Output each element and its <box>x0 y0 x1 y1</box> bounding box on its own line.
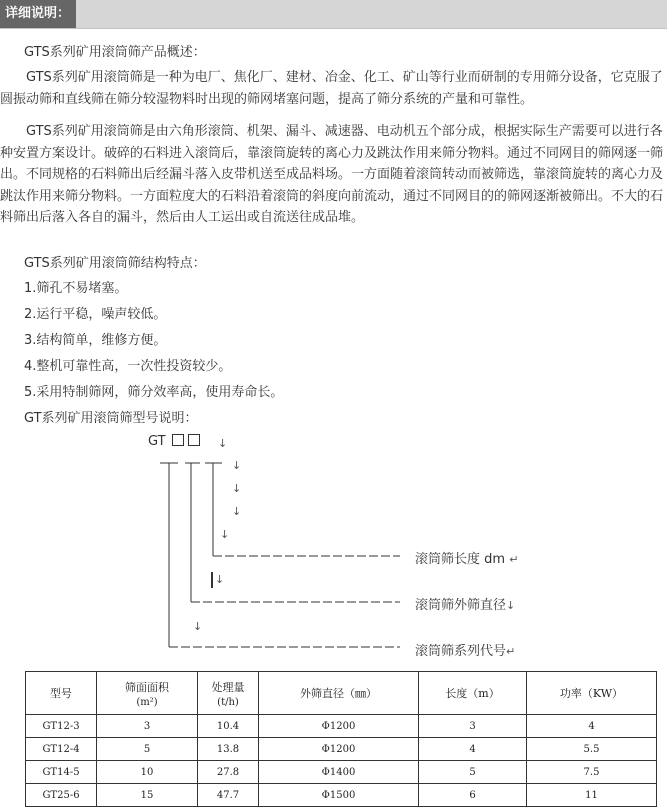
feature-item: 3.结构简单，维修方便。 <box>24 333 167 348</box>
feature-item: 5.采用特制筛网，筛分效率高，使用寿命长。 <box>24 385 284 400</box>
cell-diameter: Φ1200 <box>259 738 419 761</box>
cell-throughput: 47.7 <box>198 784 259 807</box>
cell-power: 4 <box>527 715 657 738</box>
cell-area: 10 <box>97 761 198 784</box>
model-code-prefix: GT <box>148 434 166 449</box>
col-header-model: 型号 <box>26 672 97 715</box>
cell-length: 5 <box>419 761 527 784</box>
overview-paragraph-2: GTS系列矿用滚筒筛是由六角形滚筒、机架、漏斗、减速器、电动机五个部分成，根据实际生产需要可以进行各种安置方案设计。破碎的石料进入滚筒后，靠滚筒旋转的离心力及跳汰作用来筛分物料。通过不同网目的筛网逐一筛出。不同规格的石料筛出后经漏斗落入皮带机送至成品料场。一方面随着滚筒转动而被筛选，靠滚筒旋转的离心力及跳汰作用来筛分物料。一方面粒度大的石料沿着滚筒的斜度向前流动，通过不同网目的的筛网逐渐被筛出。不大的石料筛出后落入各自的漏斗，然后由人工运出或自流送往成品堆。 <box>0 124 664 225</box>
section-header-tab: 详细说明： <box>0 0 76 28</box>
table-row <box>26 738 657 761</box>
cell-area: 5 <box>97 738 198 761</box>
cell-power: 7.5 <box>527 761 657 784</box>
overview-heading: GTS系列矿用滚筒筛产品概述： <box>24 45 206 60</box>
label-length: 滚筒筛长度 dm ↵ <box>415 552 519 567</box>
cell-length: 4 <box>419 738 527 761</box>
cell-model: GT25-6 <box>26 784 97 807</box>
model-code <box>148 434 202 449</box>
cell-power: 11 <box>527 784 657 807</box>
overview-paragraph-1: GTS系列矿用滚筒筛是一种为电厂、焦化厂、建材、冶金、化工、矿山等行业而研制的专用筛分设备，它克服了圆振动筛和直线筛在筛分较湿物料时出现的筛网堵塞问题，提高了筛分系统的产量和可靠性。 <box>0 70 663 107</box>
cell-power: 5.5 <box>527 738 657 761</box>
arrow-down-icon: ↓ <box>232 459 242 472</box>
col-header-length: 长度（m） <box>419 672 527 715</box>
arrow-down-icon: ↓ <box>232 505 242 518</box>
col-header-power: 功率（KW） <box>527 672 657 715</box>
cell-model: GT14-5 <box>26 761 97 784</box>
cell-throughput: 27.8 <box>198 761 259 784</box>
arrow-down-icon: ↓ <box>193 620 203 633</box>
section-header-bar <box>0 0 667 29</box>
arrow-down-icon: ↓ <box>220 528 230 541</box>
cell-model: GT12-4 <box>26 738 97 761</box>
code-box-diameter <box>172 434 184 446</box>
cell-area: 15 <box>97 784 198 807</box>
cell-diameter: Φ1500 <box>259 784 419 807</box>
cell-throughput: 13.8 <box>198 738 259 761</box>
model-desc-heading: GT系列矿用滚筒筛型号说明： <box>24 411 198 426</box>
arrow-down-icon: ↓ <box>215 573 225 586</box>
feature-item: 2.运行平稳，噪声较低。 <box>24 307 167 322</box>
cell-length: 6 <box>419 784 527 807</box>
cell-diameter: Φ1400 <box>259 761 419 784</box>
table-row <box>26 715 657 738</box>
feature-item: 1.筛孔不易堵塞。 <box>24 281 128 296</box>
arrow-down-icon: ↓ <box>218 437 228 450</box>
cell-area: 3 <box>97 715 198 738</box>
col-header-diameter: 外筛直径（㎜） <box>259 672 419 715</box>
table-row <box>26 784 657 807</box>
features-heading: GTS系列矿用滚筒筛结构特点： <box>24 256 206 271</box>
col-header-throughput: 处理量 (t/h) <box>198 672 259 715</box>
cell-model: GT12-3 <box>26 715 97 738</box>
col-header-area: 筛面面积 (m²) <box>97 672 198 715</box>
table-row <box>26 761 657 784</box>
model-code-bracket-lines <box>150 455 410 660</box>
cell-diameter: Φ1200 <box>259 715 419 738</box>
table-header-row <box>26 672 657 715</box>
cell-throughput: 10.4 <box>198 715 259 738</box>
feature-item: 4.整机可靠性高，一次性投资较少。 <box>24 359 232 374</box>
label-series: 滚筒筛系列代号↵ <box>415 644 516 659</box>
label-diameter: 滚筒筛外筛直径↓ <box>415 598 516 613</box>
arrow-down-icon: ↓ <box>232 482 242 495</box>
code-box-length <box>188 434 200 446</box>
spec-table <box>25 671 657 807</box>
cell-length: 3 <box>419 715 527 738</box>
